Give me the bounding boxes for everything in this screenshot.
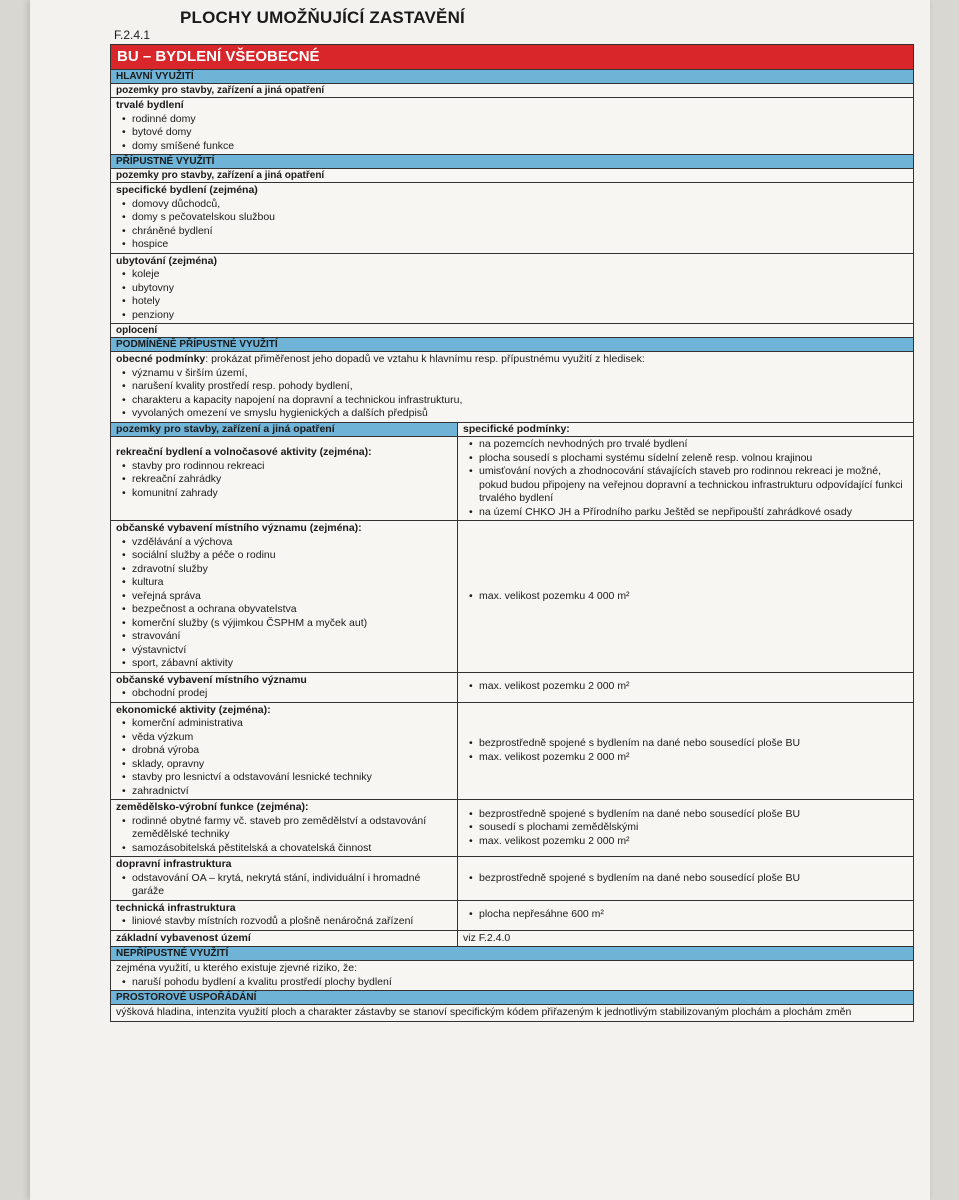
row-conditions [463, 590, 908, 604]
row-left [111, 901, 458, 930]
row-items [116, 460, 452, 501]
list-item: • na území CHKO JH a Přírodního parku Ještěd se nepřipouští zahrádkové osady [469, 506, 908, 520]
list-item: • obchodní prodej [122, 687, 452, 701]
table-row [111, 800, 913, 857]
list-item: • bezpečnost a ochrana obyvatelstva [122, 603, 452, 617]
list-item: • rekreační zahrádky [122, 473, 452, 487]
list-item: • umisťování nových a zhodnocování stávajících staveb pro rodinnou rekreaci je možné, pokud budou připojeny na veřejnou dopravní a technickou infrastrukturu odpovídající funkci trvalého bydlení [469, 465, 908, 506]
list-item: • bezprostředně spojené s bydlením na dané nebo sousedící ploše BU [469, 737, 908, 751]
row-right [458, 521, 913, 672]
permitted-group-1 [111, 183, 913, 254]
list-item: • kultura [122, 576, 452, 590]
list-item: • bezprostředně spojené s bydlením na dané nebo sousedící ploše BU [469, 872, 908, 886]
col-header-right: specifické podmínky: [463, 422, 570, 435]
page-title: PLOCHY UMOŽŇUJÍCÍ ZASTAVĚNÍ [180, 8, 465, 27]
table-row [111, 857, 913, 901]
permitted-use-subhead: pozemky pro stavby, zařízení a jiná opatření [111, 169, 913, 183]
row-title: zemědělsko-výrobní funkce (zejména): [116, 801, 309, 813]
list-item: • stravování [122, 630, 452, 644]
table-row [111, 437, 913, 521]
row-right [458, 437, 913, 520]
col-header-left: pozemky pro stavby, zařízení a jiná opatření [111, 423, 458, 436]
row-title: ekonomické aktivity (zejména): [116, 703, 271, 716]
document-page [30, 0, 930, 1200]
main-use-heading: HLAVNÍ VYUŽITÍ [111, 70, 913, 84]
list-item: • odstavování OA – krytá, nekrytá stání, individuální i hromadné garáže [122, 872, 452, 899]
list-item: • penziony [122, 309, 908, 323]
list-item: • sport, zábavní aktivity [122, 657, 452, 671]
civic-row-title: základní vybavenost území [111, 931, 458, 947]
list-item: • stavby pro lesnictví a odstavování lesnické techniky [122, 771, 452, 785]
row-right [458, 800, 913, 856]
row-conditions [463, 908, 908, 922]
section-code: F.2.4.1 [114, 28, 151, 42]
row-title: dopravní infrastruktura [116, 858, 232, 870]
general-conditions-body: : prokázat přiměřenost jeho dopadů ve vztahu k hlavnímu resp. přípustnému využití z hledisek: [205, 353, 645, 365]
list-item: • max. velikost pozemku 2 000 m² [469, 751, 908, 765]
list-item: • komerční služby (s výjimkou ČSPHM a myček aut) [122, 617, 452, 631]
permitted-group-1-title: specifické bydlení (zejména) [116, 184, 258, 196]
row-items [116, 815, 452, 856]
row-right [458, 703, 913, 800]
row-left [111, 857, 458, 900]
conditional-columns-header [111, 423, 913, 438]
row-title: technická infrastruktura [116, 901, 236, 914]
main-use-group-title: trvalé bydlení [116, 99, 184, 111]
list-item: • sociální služby a péče o rodinu [122, 549, 452, 563]
list-item: • vyvolaných omezení ve smyslu hygienických a dalších předpisů [122, 407, 908, 421]
list-item: • věda výzkum [122, 731, 452, 745]
list-item: • plocha nepřesáhne 600 m² [469, 908, 908, 922]
main-use-subhead: pozemky pro stavby, zařízení a jiná opatření [111, 84, 913, 98]
table-row [111, 521, 913, 673]
list-item: • koleje [122, 268, 908, 282]
list-item: • hospice [122, 238, 908, 252]
row-conditions [463, 680, 908, 694]
row-right [458, 901, 913, 930]
row-left [111, 437, 458, 520]
row-conditions [463, 438, 908, 519]
zone-title: BU – BYDLENÍ VŠEOBECNÉ [111, 45, 913, 70]
prohibited-use-text: zejména využití, u kterého existuje zjevné riziko, že: [116, 962, 358, 974]
row-title: rekreační bydlení a volnočasové aktivity (zejména): [116, 446, 372, 458]
main-use-list [116, 113, 908, 154]
list-item: • narušení kvality prostředí resp. pohody bydlení, [122, 380, 908, 394]
list-item: • samozásobitelská pěstitelská a chovatelská činnost [122, 842, 452, 856]
table-row [111, 703, 913, 801]
spatial-heading: PROSTOROVÉ USPOŘÁDÁNÍ [111, 991, 913, 1005]
list-item: • stavby pro rodinnou rekreaci [122, 460, 452, 474]
list-item: • plocha sousedí s plochami systému sídelní zeleně resp. volnou krajinou [469, 452, 908, 466]
row-right [458, 857, 913, 900]
row-left [111, 521, 458, 672]
list-item: • bytové domy [122, 126, 908, 140]
list-item: • veřejná správa [122, 590, 452, 604]
list-item: • zdravotní služby [122, 563, 452, 577]
prohibited-use-block [111, 961, 913, 991]
permitted-group-2-list [116, 268, 908, 322]
list-item: • bezprostředně spojené s bydlením na dané nebo sousedící ploše BU [469, 808, 908, 822]
list-item: • max. velikost pozemku 2 000 m² [469, 680, 908, 694]
row-conditions [463, 808, 908, 849]
list-item: • hotely [122, 295, 908, 309]
permitted-use-heading: PŘÍPUSTNÉ VYUŽITÍ [111, 155, 913, 169]
general-conditions-text [116, 353, 908, 367]
main-use-block [111, 98, 913, 155]
prohibited-use-heading: NEPŘÍPUSTNÉ VYUŽITÍ [111, 947, 913, 961]
row-items [116, 687, 452, 701]
general-conditions-label: obecné podmínky [116, 353, 206, 365]
row-conditions [463, 872, 908, 886]
general-conditions-list [116, 367, 908, 421]
row-title: občanské vybavení místního významu [116, 673, 307, 686]
list-item: • komunitní zahrady [122, 487, 452, 501]
row-items [116, 717, 452, 798]
list-item: • výstavnictví [122, 644, 452, 658]
prohibited-use-list [116, 976, 908, 990]
row-title: občanské vybavení místního významu (zejména): [116, 522, 362, 534]
list-item: • vzdělávání a výchova [122, 536, 452, 550]
list-item: • sklady, opravny [122, 758, 452, 772]
list-item: • rodinné obytné farmy vč. staveb pro zemědělství a odstavování zemědělské techniky [122, 815, 452, 842]
row-items [116, 915, 452, 929]
list-item: • max. velikost pozemku 4 000 m² [469, 590, 908, 604]
list-item: • ubytovny [122, 282, 908, 296]
list-item: • charakteru a kapacity napojení na dopravní a technickou infrastrukturu, [122, 394, 908, 408]
table-row [111, 673, 913, 703]
table-row [111, 931, 913, 948]
list-item: • max. velikost pozemku 2 000 m² [469, 835, 908, 849]
list-item: • na pozemcích nevhodných pro trvalé bydlení [469, 438, 908, 452]
list-item: • zahradnictví [122, 785, 452, 799]
list-item: • sousedí s plochami zemědělskými [469, 821, 908, 835]
zone-table [110, 44, 914, 1022]
civic-row-ref: viz F.2.4.0 [463, 931, 511, 944]
list-item: • chráněné bydlení [122, 225, 908, 239]
list-item: • naruší pohodu bydlení a kvalitu prostředí plochy bydlení [122, 976, 908, 990]
row-conditions [463, 737, 908, 764]
row-items [116, 536, 452, 671]
fencing-row: oplocení [111, 324, 913, 338]
table-row [111, 901, 913, 931]
list-item: • komerční administrativa [122, 717, 452, 731]
row-left [111, 800, 458, 856]
permitted-group-1-list [116, 198, 908, 252]
spatial-text: výšková hladina, intenzita využití ploch a charakter zástavby se stanoví specifickým kódem přiřazeným k jednotlivým stabilizovaným plochám a plochám změn [116, 1006, 852, 1018]
conditional-use-heading: PODMÍNĚNĚ PŘÍPUSTNÉ VYUŽITÍ [111, 338, 913, 352]
permitted-group-2-title: ubytování (zejména) [116, 254, 217, 267]
list-item: • domovy důchodců, [122, 198, 908, 212]
list-item: • domy smíšené funkce [122, 140, 908, 154]
general-conditions [111, 352, 913, 423]
list-item: • domy s pečovatelskou službou [122, 211, 908, 225]
row-items [116, 872, 452, 899]
list-item: • liniové stavby místních rozvodů a plošně nenáročná zařízení [122, 915, 452, 929]
list-item: • rodinné domy [122, 113, 908, 127]
list-item: • významu v širším území, [122, 367, 908, 381]
row-right [458, 673, 913, 702]
permitted-group-2 [111, 254, 913, 325]
row-left [111, 673, 458, 702]
list-item: • drobná výroba [122, 744, 452, 758]
row-left [111, 703, 458, 800]
